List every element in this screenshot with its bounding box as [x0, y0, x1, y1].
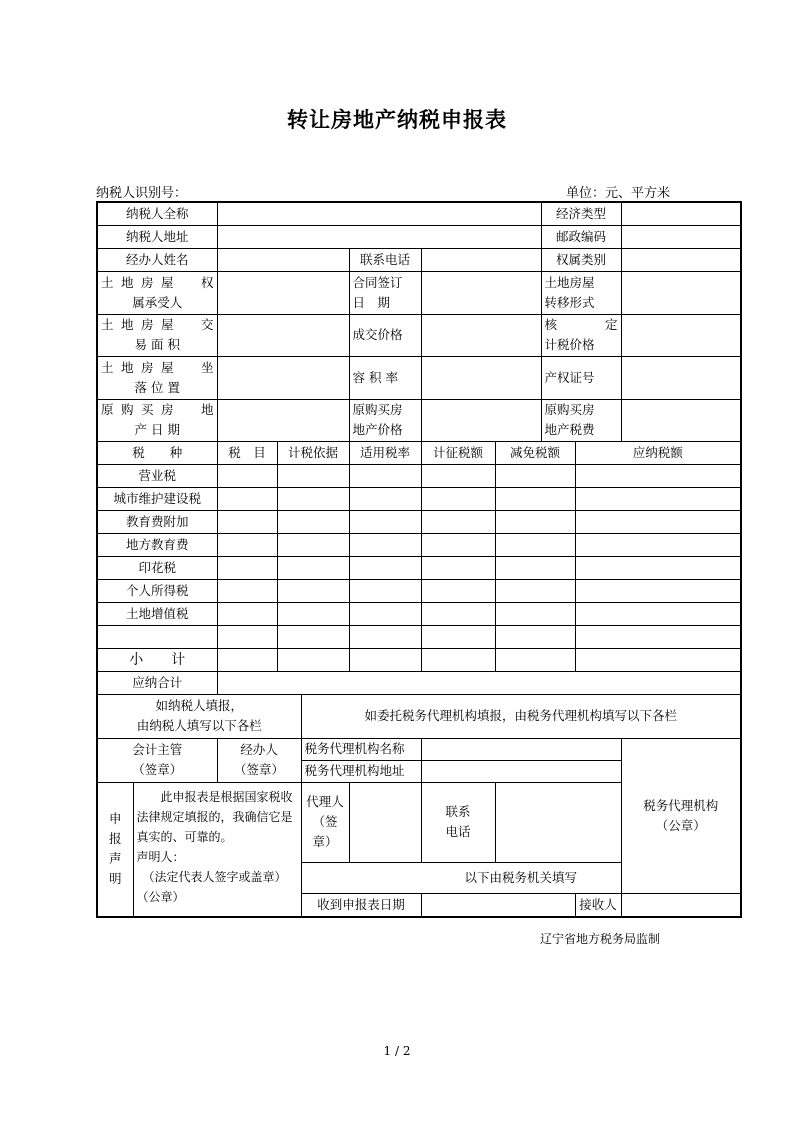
tax-type-cell: 土地增值税: [97, 602, 217, 625]
payable-cell[interactable]: [575, 579, 741, 602]
receiver-label: 接收人: [575, 893, 621, 917]
tax-type-cell: [97, 625, 217, 648]
tax-type-cell: 城市维护建设税: [97, 487, 217, 510]
property-cert-field[interactable]: [621, 356, 741, 399]
taxpayer-address-field[interactable]: [217, 225, 541, 248]
orig-purchase-price-line2: 地产价格: [352, 422, 403, 437]
declaration-vertical-label: [97, 782, 133, 917]
transferee-label-line1: 土地房屋 权: [101, 274, 214, 290]
tax-basis-cell[interactable]: [277, 556, 349, 579]
taxpayer-full-name-label: 纳税人全称: [97, 202, 217, 225]
tax-item-cell[interactable]: [217, 464, 277, 487]
agency-address-label: 税务代理机构地址: [301, 760, 421, 782]
declaration-text-block: [133, 782, 301, 917]
accountant-sign[interactable]: [97, 738, 217, 782]
reduced-cell[interactable]: [495, 556, 575, 579]
page-number: 1 / 2: [383, 1044, 411, 1058]
taxpayer-address-label: 纳税人地址: [97, 225, 217, 248]
subtotal-reduced-cell[interactable]: [495, 648, 575, 671]
total-payable-field[interactable]: [217, 671, 741, 694]
rate-cell[interactable]: [349, 556, 421, 579]
subtotal-row: [97, 648, 741, 671]
agent-phone-field[interactable]: [495, 782, 621, 862]
contact-phone-field[interactable]: [421, 248, 541, 271]
economic-type-label: 经济类型: [541, 202, 621, 225]
declaration-char-3: 声: [108, 851, 122, 867]
table-row: [97, 602, 741, 625]
agent-person-line1: 代理人: [306, 794, 344, 809]
handler-line2: （签章）: [234, 762, 285, 777]
declarant-seal-note: （公章）: [136, 889, 185, 904]
declaration-char-1: 申: [108, 811, 122, 827]
taxpayer-id-label: 纳税人识别号：: [96, 186, 188, 201]
location-line1: 土地房屋 坐: [101, 359, 214, 375]
tax-office-fill-note: 以下由税务机关填写: [301, 862, 741, 893]
orig-purchase-price-field[interactable]: [421, 399, 541, 441]
receiver-field[interactable]: [621, 893, 741, 917]
agent-fill-note: 如委托税务代理机构填报，由税务代理机构填写以下各栏: [301, 694, 741, 738]
tax-basis-cell[interactable]: [277, 533, 349, 556]
tax-declaration-form: [96, 201, 742, 918]
economic-type-field[interactable]: [621, 202, 741, 225]
payable-cell[interactable]: [575, 625, 741, 648]
tax-type-cell: 地方教育费: [97, 533, 217, 556]
reduced-cell[interactable]: [495, 602, 575, 625]
tax-item-cell[interactable]: [217, 533, 277, 556]
subtotal-rate-cell[interactable]: [349, 648, 421, 671]
col-payable: 应纳税额: [575, 441, 741, 464]
transfer-form-line2: 转移形式: [544, 294, 595, 310]
ownership-type-label: 权属类别: [541, 248, 621, 271]
tax-basis-cell[interactable]: [277, 602, 349, 625]
subtotal-basis-cell[interactable]: [277, 648, 349, 671]
levied-cell[interactable]: [421, 464, 495, 487]
orig-purchase-tax-label: [541, 399, 621, 441]
agency-seal-line1: 税务代理机构: [643, 797, 719, 813]
handler-sign[interactable]: [217, 738, 301, 782]
total-payable-label: 应纳合计: [97, 671, 217, 694]
transferee-label-line2: 属承受人: [132, 294, 183, 310]
declarant-sign-note: （法定代表人签字或盖章）: [142, 869, 287, 884]
levied-cell[interactable]: [421, 556, 495, 579]
payable-cell[interactable]: [575, 533, 741, 556]
col-rate: 适用税率: [349, 441, 421, 464]
subtotal-label: 小 计: [97, 648, 217, 671]
trade-area-field[interactable]: [217, 314, 349, 356]
plot-ratio-label: 容 积 率: [349, 356, 421, 399]
payable-cell[interactable]: [575, 602, 741, 625]
contract-date-field[interactable]: [421, 271, 541, 314]
tax-item-cell[interactable]: [217, 579, 277, 602]
property-cert-label: 产权证号: [541, 356, 621, 399]
self-fill-line2: 由纳税人填写以下各栏: [136, 718, 262, 733]
transfer-form-line1: 土地房屋: [544, 274, 595, 290]
tax-item-cell[interactable]: [217, 487, 277, 510]
subtotal-payable-cell[interactable]: [575, 648, 741, 671]
tax-type-cell: 教育费附加: [97, 510, 217, 533]
agent-person-field[interactable]: [349, 782, 421, 862]
agent-person-label: [301, 782, 349, 862]
assessed-price-field[interactable]: [621, 314, 741, 356]
rate-cell[interactable]: [349, 625, 421, 648]
self-fill-note: [97, 694, 301, 738]
tax-item-cell[interactable]: [217, 556, 277, 579]
rate-cell[interactable]: [349, 533, 421, 556]
received-date-field[interactable]: [421, 893, 575, 917]
col-tax-basis: 计税依据: [277, 441, 349, 464]
location-label: [97, 356, 217, 399]
col-tax-item: 税 目: [217, 441, 277, 464]
rate-cell[interactable]: [349, 602, 421, 625]
tax-basis-cell[interactable]: [277, 625, 349, 648]
transfer-form-field[interactable]: [621, 271, 741, 314]
transferee-label: [97, 271, 217, 314]
agent-phone-label: [421, 782, 495, 862]
deal-price-field[interactable]: [421, 314, 541, 356]
handler-name-label: 经办人姓名: [97, 248, 217, 271]
handler-name-field[interactable]: [217, 248, 349, 271]
assessed-price-line2: 计税价格: [544, 337, 595, 352]
table-row: [97, 464, 741, 487]
contract-date-line1: 合同签订: [352, 274, 403, 290]
tax-basis-cell[interactable]: [277, 464, 349, 487]
rate-cell[interactable]: [349, 464, 421, 487]
levied-cell[interactable]: [421, 579, 495, 602]
trade-area-label: [97, 314, 217, 356]
reduced-cell[interactable]: [495, 510, 575, 533]
orig-purchase-date-label: [97, 399, 217, 441]
table-row: [97, 510, 741, 533]
postal-code-label: 邮政编码: [541, 225, 621, 248]
agent-person-line2: （签章）: [312, 814, 338, 849]
orig-purchase-tax-field[interactable]: [621, 399, 741, 441]
levied-cell[interactable]: [421, 510, 495, 533]
levied-cell[interactable]: [421, 602, 495, 625]
declaration-statement: 此申报表是根据国家税收法律规定填报的，我确信它是真实的、可靠的。: [136, 789, 293, 844]
transfer-form-label: [541, 271, 621, 314]
reduced-cell[interactable]: [495, 487, 575, 510]
agent-phone-line2: 电话: [445, 824, 471, 839]
levied-cell[interactable]: [421, 487, 495, 510]
tax-type-cell: 营业税: [97, 464, 217, 487]
tax-basis-cell[interactable]: [277, 487, 349, 510]
col-levied: 计征税额: [421, 441, 495, 464]
transferee-field[interactable]: [217, 271, 349, 314]
orig-purchase-price-label: [349, 399, 421, 441]
self-fill-line1: 如纳税人填报，: [155, 698, 244, 713]
declarant-label: 声明人：: [136, 849, 185, 864]
table-row: [97, 579, 741, 602]
tax-basis-cell[interactable]: [277, 579, 349, 602]
accountant-line1: 会计主管: [132, 742, 183, 757]
orig-purchase-tax-line2: 地产税费: [544, 422, 595, 437]
rate-cell[interactable]: [349, 579, 421, 602]
tax-item-cell[interactable]: [217, 602, 277, 625]
rate-cell[interactable]: [349, 510, 421, 533]
assessed-price-line1: 核 定: [544, 317, 618, 332]
reduced-cell[interactable]: [495, 579, 575, 602]
declaration-char-2: 报: [108, 831, 122, 847]
agency-name-field[interactable]: [421, 738, 621, 760]
trade-area-line1: 土地房屋 交: [101, 317, 214, 332]
agent-phone-line1: 联系: [445, 804, 471, 819]
levied-cell[interactable]: [421, 625, 495, 648]
payable-cell[interactable]: [575, 556, 741, 579]
accountant-line2: （签章）: [132, 762, 183, 777]
table-row: [97, 533, 741, 556]
tax-item-cell[interactable]: [217, 625, 277, 648]
tax-type-cell: 个人所得税: [97, 579, 217, 602]
declaration-char-4: 明: [108, 871, 122, 887]
orig-purchase-date-field[interactable]: [217, 399, 349, 441]
received-date-label: 收到申报表日期: [301, 893, 421, 917]
col-reduced: 减免税额: [495, 441, 575, 464]
tax-basis-cell[interactable]: [277, 510, 349, 533]
orig-purchase-date-line1: 原购买房 地: [101, 402, 214, 417]
agency-name-label: 税务代理机构名称: [301, 738, 421, 760]
table-row: [97, 556, 741, 579]
tax-type-cell: 印花税: [97, 556, 217, 579]
assessed-price-label: [541, 314, 621, 356]
tax-item-cell[interactable]: [217, 510, 277, 533]
orig-purchase-tax-line1: 原购买房: [544, 402, 595, 417]
table-row: [97, 487, 741, 510]
ownership-type-field[interactable]: [621, 248, 741, 271]
plot-ratio-field[interactable]: [421, 356, 541, 399]
supervising-authority: 辽宁省地方税务局监制: [540, 932, 661, 946]
levied-cell[interactable]: [421, 533, 495, 556]
col-tax-type: 税 种: [97, 441, 217, 464]
payable-cell[interactable]: [575, 464, 741, 487]
reduced-cell[interactable]: [495, 625, 575, 648]
taxpayer-full-name-field[interactable]: [217, 202, 541, 225]
subtotal-item-cell[interactable]: [217, 648, 277, 671]
orig-purchase-date-line2: 产 日 期: [134, 422, 180, 437]
location-line2: 落 位 置: [134, 379, 180, 395]
orig-purchase-price-line1: 原购买房: [352, 402, 403, 417]
deal-price-label: 成交价格: [349, 314, 421, 356]
agency-address-field[interactable]: [421, 760, 621, 782]
location-field[interactable]: [217, 356, 349, 399]
payable-cell[interactable]: [575, 510, 741, 533]
contract-date-line2: 日 期: [352, 294, 391, 310]
subtotal-levied-cell[interactable]: [421, 648, 495, 671]
agency-seal-line2: （公章）: [655, 817, 706, 833]
page-title: 转让房地产纳税申报表: [287, 107, 507, 132]
unit-label: 单位：元、平方米: [566, 186, 671, 201]
contract-date-label: [349, 271, 421, 314]
contact-phone-label: 联系电话: [349, 248, 421, 271]
handler-line1: 经办人: [240, 742, 278, 757]
postal-code-field[interactable]: [621, 225, 741, 248]
payable-cell[interactable]: [575, 487, 741, 510]
table-row: [97, 625, 741, 648]
reduced-cell[interactable]: [495, 533, 575, 556]
trade-area-line2: 易 面 积: [134, 337, 180, 352]
reduced-cell[interactable]: [495, 464, 575, 487]
rate-cell[interactable]: [349, 487, 421, 510]
